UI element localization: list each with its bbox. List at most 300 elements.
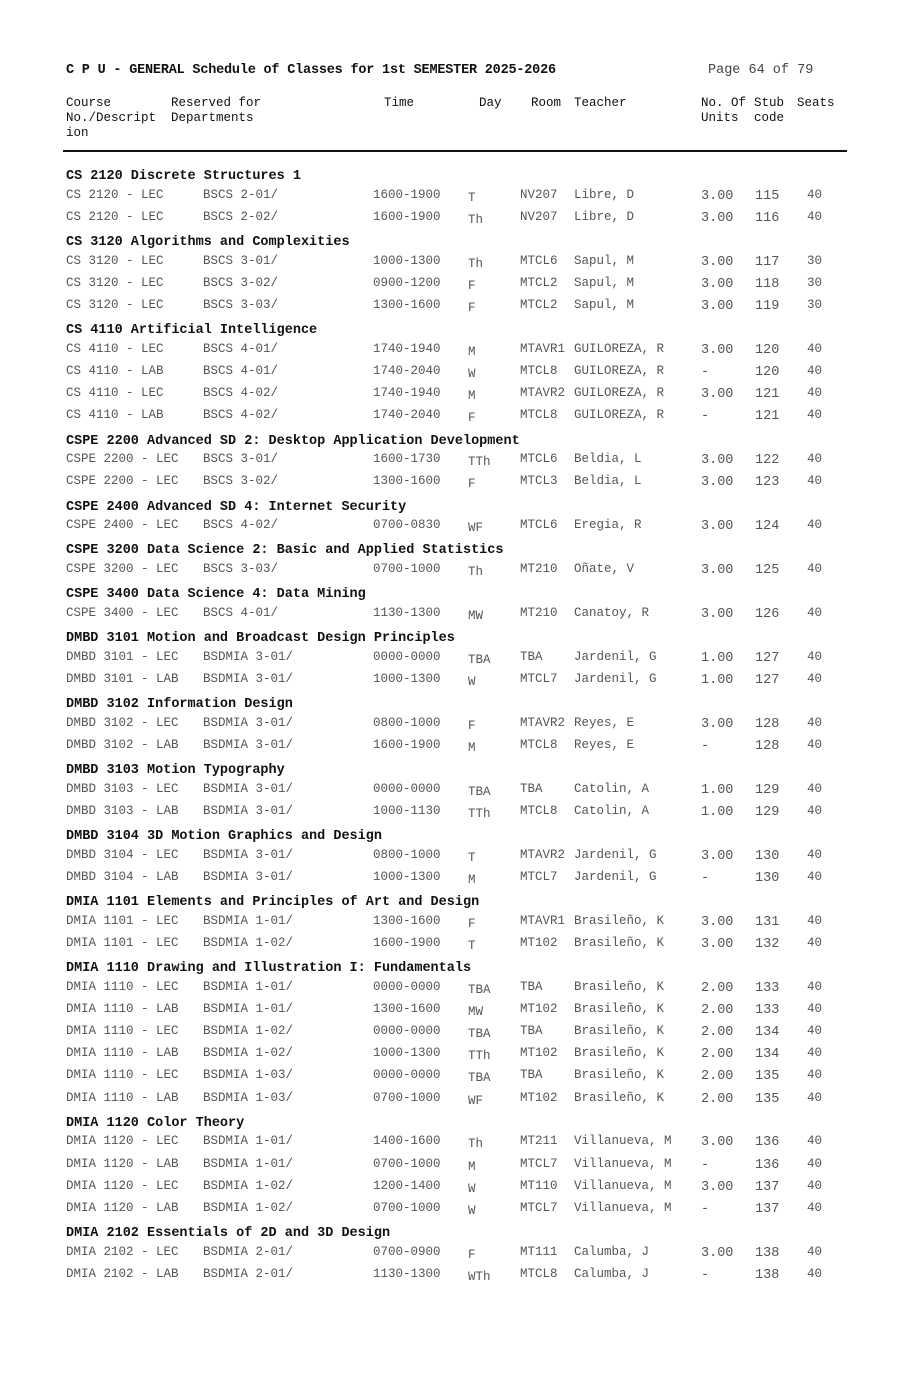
room-cell: MTCL6 (520, 253, 558, 268)
seats-cell: 40 (807, 605, 823, 620)
units-cell: 1.00 (701, 804, 734, 820)
teacher-cell: Catolin, A (574, 781, 650, 796)
section-heading: DMIA 1101 Elements and Principles of Art and Design (66, 895, 480, 910)
teacher-cell: Brasileño, K (574, 913, 665, 928)
units-cell: 2.00 (701, 1047, 734, 1063)
room-cell: MTCL8 (520, 408, 558, 423)
reserved-department-cell: BSDMIA 1-01/ (203, 979, 294, 994)
time-cell: 1740-2040 (373, 408, 441, 423)
room-cell: MTCL2 (520, 275, 558, 290)
seats-cell: 40 (807, 1046, 823, 1061)
room-cell: MTCL3 (520, 474, 558, 489)
room-cell: MTAVR2 (520, 847, 566, 862)
stub-code-cell: 125 (755, 563, 780, 578)
stub-code-cell: 121 (755, 409, 780, 425)
section-heading: CSPE 3200 Data Science 2: Basic and Applied Statistics (66, 543, 504, 559)
stub-code-cell: 135 (755, 1091, 780, 1107)
reserved-department-cell: BSDMIA 3-01/ (203, 649, 294, 664)
course-code-cell: DMBD 3104 - LEC (66, 847, 179, 862)
day-cell: Th (468, 212, 484, 227)
teacher-cell: Calumba, J (574, 1244, 650, 1259)
seats-cell: 40 (807, 649, 823, 664)
course-code-cell: DMIA 1120 - LAB (66, 1156, 179, 1171)
room-cell: MT111 (520, 1244, 558, 1259)
seats-cell: 40 (807, 1001, 823, 1016)
day-cell: TBA (468, 652, 491, 667)
seats-cell: 40 (807, 562, 823, 576)
day-cell: W (468, 367, 476, 381)
teacher-cell: Sapul, M (574, 298, 635, 312)
teacher-cell: Jardenil, G (574, 671, 657, 686)
section-heading: DMBD 3102 Information Design (66, 697, 293, 712)
seats-cell: 40 (807, 518, 823, 533)
room-cell: NV207 (520, 187, 558, 202)
day-cell: TBA (468, 1027, 491, 1041)
day-cell: M (468, 872, 476, 887)
units-cell: 2.00 (701, 1091, 734, 1107)
stub-code-cell: 134 (755, 1025, 780, 1040)
course-code-cell: DMIA 1110 - LAB (66, 1001, 179, 1016)
reserved-department-cell: BSDMIA 3-01/ (203, 803, 294, 818)
teacher-cell: Jardenil, G (574, 847, 657, 862)
teacher-cell: Villanueva, M (574, 1201, 672, 1215)
stub-code-cell: 133 (755, 980, 780, 996)
units-cell: 3.00 (701, 848, 734, 864)
teacher-cell: Brasileño, K (574, 979, 665, 994)
table-row (0, 386, 900, 406)
seats-cell: 40 (807, 715, 823, 730)
units-cell: 3.00 (701, 387, 734, 403)
document-title: C P U - GENERAL Schedule of Classes for 1st SEMESTER 2025-2026 (66, 63, 556, 78)
section-heading: DMIA 1110 Drawing and Illustration I: Fundamentals (66, 961, 472, 976)
stub-code-cell: 122 (755, 453, 780, 469)
units-cell: - (701, 738, 710, 754)
stub-code-cell: 138 (755, 1268, 780, 1283)
day-cell: MW (468, 1004, 484, 1019)
room-cell: MT210 (520, 605, 558, 620)
reserved-department-cell: BSDMIA 1-02/ (203, 1178, 294, 1193)
seats-cell: 40 (807, 1134, 823, 1149)
table-row (0, 1267, 900, 1287)
day-cell: M (468, 740, 476, 755)
day-cell: F (468, 477, 476, 492)
stub-code-cell: 115 (755, 188, 780, 204)
table-row (0, 188, 900, 208)
reserved-department-cell: BSCS 4-02/ (203, 518, 279, 533)
day-cell: T (468, 190, 476, 205)
stub-code-cell: 117 (755, 254, 780, 270)
teacher-cell: GUILOREZA, R (574, 386, 665, 401)
units-cell: 3.00 (701, 1135, 734, 1151)
table-row (0, 452, 900, 472)
day-cell: TTh (468, 455, 491, 470)
day-cell: F (468, 278, 476, 293)
day-cell: Th (468, 1137, 484, 1152)
day-cell: TTh (468, 806, 491, 821)
stub-code-cell: 138 (755, 1245, 780, 1261)
day-cell: TTh (468, 1049, 491, 1064)
table-row (0, 276, 900, 296)
course-code-cell: DMBD 3104 - LAB (66, 869, 179, 884)
teacher-cell: GUILOREZA, R (574, 408, 665, 423)
teacher-cell: Jardenil, G (574, 869, 657, 884)
units-cell: 3.00 (701, 475, 734, 491)
day-cell: T (468, 850, 476, 865)
course-code-cell: CS 2120 - LEC (66, 209, 164, 224)
room-cell: MTCL8 (520, 364, 558, 378)
time-cell: 1600-1900 (373, 209, 441, 224)
units-cell: 3.00 (701, 188, 734, 204)
table-row (0, 1134, 900, 1154)
section-heading: CSPE 3400 Data Science 4: Data Mining (66, 587, 366, 603)
room-cell: TBA (520, 1024, 543, 1038)
reserved-department-cell: BSCS 3-03/ (203, 562, 279, 576)
col-header-time: Time (384, 96, 415, 110)
course-code-cell: CSPE 2200 - LEC (66, 474, 179, 489)
course-code-cell: DMIA 1120 - LEC (66, 1134, 179, 1149)
day-cell: TBA (468, 982, 491, 997)
room-cell: TBA (520, 1068, 543, 1083)
seats-cell: 40 (807, 364, 823, 378)
time-cell: 0800-1000 (373, 847, 441, 862)
course-code-cell: DMBD 3101 - LEC (66, 649, 179, 664)
stub-code-cell: 128 (755, 738, 780, 754)
teacher-cell: Oñate, V (574, 562, 635, 576)
day-cell: M (468, 1159, 476, 1174)
day-cell: W (468, 1204, 476, 1218)
time-cell: 1000-1300 (373, 869, 441, 884)
course-code-cell: CSPE 2400 - LEC (66, 518, 179, 533)
time-cell: 1740-2040 (373, 364, 441, 378)
room-cell: MTAVR1 (520, 341, 566, 356)
table-row (0, 1024, 900, 1044)
section-heading: CS 3120 Algorithms and Complexities (66, 235, 350, 250)
col-header-room: Room (531, 96, 562, 110)
room-cell: MT211 (520, 1134, 558, 1149)
time-cell: 1740-1940 (373, 386, 441, 401)
day-cell: F (468, 411, 476, 426)
section-heading: DMIA 1120 Color Theory (66, 1115, 245, 1131)
units-cell: 2.00 (701, 1002, 734, 1018)
seats-cell: 40 (807, 474, 823, 489)
room-cell: MTAVR1 (520, 913, 566, 928)
day-cell: T (468, 938, 476, 953)
course-code-cell: DMBD 3103 - LAB (66, 803, 179, 818)
teacher-cell: Brasileño, K (574, 1068, 665, 1083)
day-cell: F (468, 1247, 476, 1262)
time-cell: 1300-1600 (373, 1001, 441, 1016)
reserved-department-cell: BSCS 4-02/ (203, 408, 279, 423)
teacher-cell: Eregia, R (574, 518, 642, 533)
time-cell: 0700-1000 (373, 1156, 441, 1171)
units-cell: 3.00 (701, 276, 734, 292)
table-row (0, 210, 900, 230)
stub-code-cell: 133 (755, 1002, 780, 1018)
stub-code-cell: 131 (755, 914, 780, 930)
room-cell: MTCL8 (520, 1267, 558, 1281)
day-cell: WF (468, 1093, 484, 1108)
reserved-department-cell: BSCS 3-01/ (203, 452, 279, 467)
time-cell: 0700-1000 (373, 562, 441, 576)
course-code-cell: DMBD 3103 - LEC (66, 781, 179, 796)
stub-code-cell: 128 (755, 716, 780, 732)
course-code-cell: CS 4110 - LEC (66, 386, 164, 401)
teacher-cell: Reyes, E (574, 715, 635, 730)
table-row (0, 1157, 900, 1177)
units-cell: 3.00 (701, 563, 734, 578)
course-code-cell: DMIA 1110 - LEC (66, 979, 179, 994)
seats-cell: 40 (807, 913, 823, 928)
teacher-cell: Brasileño, K (574, 1024, 665, 1038)
seats-cell: 40 (807, 1024, 823, 1038)
section-heading: CS 4110 Artificial Intelligence (66, 323, 318, 339)
room-cell: MT102 (520, 1046, 558, 1061)
course-code-cell: DMBD 3102 - LEC (66, 715, 179, 730)
units-cell: - (701, 1268, 710, 1283)
stub-code-cell: 134 (755, 1047, 780, 1063)
table-row (0, 782, 900, 802)
units-cell: 3.00 (701, 1245, 734, 1261)
teacher-cell: GUILOREZA, R (574, 341, 665, 356)
seats-cell: 40 (807, 803, 823, 818)
room-cell: MT102 (520, 1001, 558, 1016)
teacher-cell: Libre, D (574, 187, 635, 202)
page-number: Page 64 of 79 (708, 63, 814, 78)
teacher-cell: Jardenil, G (574, 649, 657, 664)
units-cell: 3.00 (701, 914, 734, 930)
day-cell: MW (468, 608, 484, 623)
header-divider (63, 150, 847, 152)
teacher-cell: Brasileño, K (574, 1046, 665, 1061)
stub-code-cell: 118 (755, 276, 780, 292)
day-cell: W (468, 674, 476, 689)
table-row (0, 518, 900, 538)
units-cell: - (701, 1157, 710, 1173)
table-row (0, 408, 900, 428)
units-cell: 3.00 (701, 254, 734, 270)
room-cell: MT102 (520, 1090, 558, 1105)
stub-code-cell: 126 (755, 606, 780, 622)
seats-cell: 40 (807, 847, 823, 862)
seats-cell: 40 (807, 408, 823, 423)
room-cell: MT110 (520, 1178, 558, 1193)
course-code-cell: DMBD 3102 - LAB (66, 737, 179, 752)
section-heading: DMBD 3103 Motion Typography (66, 763, 285, 778)
table-row (0, 738, 900, 758)
section-heading: DMBD 3104 3D Motion Graphics and Design (66, 829, 382, 844)
course-code-cell: DMIA 1101 - LEC (66, 913, 179, 928)
teacher-cell: Villanueva, M (574, 1178, 672, 1193)
course-code-cell: CSPE 3400 - LEC (66, 605, 179, 620)
seats-cell: 40 (807, 781, 823, 796)
course-code-cell: CS 4110 - LEC (66, 341, 164, 356)
col-header-stub: Stub code (754, 96, 785, 125)
day-cell: Th (468, 256, 484, 271)
course-code-cell: CS 4110 - LAB (66, 364, 164, 378)
reserved-department-cell: BSDMIA 1-03/ (203, 1068, 294, 1083)
room-cell: TBA (520, 781, 543, 796)
units-cell: 2.00 (701, 1069, 734, 1085)
room-cell: MTCL7 (520, 1201, 558, 1215)
time-cell: 1130-1300 (373, 1267, 441, 1281)
units-cell: 3.00 (701, 1179, 734, 1195)
day-cell: F (468, 301, 476, 315)
reserved-department-cell: BSCS 3-02/ (203, 275, 279, 290)
day-cell: F (468, 718, 476, 733)
seats-cell: 40 (807, 452, 823, 467)
room-cell: MTCL6 (520, 518, 558, 533)
reserved-department-cell: BSDMIA 1-01/ (203, 1001, 294, 1016)
room-cell: MTCL2 (520, 298, 558, 312)
course-code-cell: DMIA 1120 - LEC (66, 1178, 179, 1193)
units-cell: - (701, 870, 710, 886)
units-cell: 1.00 (701, 672, 734, 688)
course-code-cell: DMIA 1110 - LEC (66, 1024, 179, 1038)
stub-code-cell: 123 (755, 475, 780, 491)
room-cell: MTAVR2 (520, 715, 566, 730)
table-row (0, 1201, 900, 1221)
course-code-cell: CS 2120 - LEC (66, 187, 164, 202)
stub-code-cell: 132 (755, 936, 780, 952)
course-code-cell: DMIA 1120 - LAB (66, 1201, 179, 1215)
room-cell: MTAVR2 (520, 386, 566, 401)
room-cell: MTCL6 (520, 452, 558, 467)
time-cell: 1000-1130 (373, 803, 441, 818)
units-cell: 3.00 (701, 936, 734, 952)
stub-code-cell: 135 (755, 1069, 780, 1085)
table-row (0, 1068, 900, 1088)
reserved-department-cell: BSDMIA 1-02/ (203, 1201, 294, 1215)
time-cell: 0900-1200 (373, 275, 441, 290)
time-cell: 0800-1000 (373, 715, 441, 730)
units-cell: 2.00 (701, 980, 734, 996)
stub-code-cell: 127 (755, 650, 780, 666)
room-cell: NV207 (520, 209, 558, 224)
stub-code-cell: 120 (755, 365, 780, 380)
seats-cell: 40 (807, 1267, 823, 1281)
reserved-department-cell: BSCS 3-01/ (203, 253, 279, 268)
time-cell: 1000-1300 (373, 1046, 441, 1061)
time-cell: 1400-1600 (373, 1134, 441, 1149)
table-row (0, 1245, 900, 1265)
time-cell: 1600-1900 (373, 187, 441, 202)
reserved-department-cell: BSDMIA 1-01/ (203, 913, 294, 928)
table-row (0, 848, 900, 868)
course-code-cell: CS 4110 - LAB (66, 408, 164, 423)
time-cell: 0700-1000 (373, 1201, 441, 1215)
teacher-cell: GUILOREZA, R (574, 364, 665, 378)
course-code-cell: CS 3120 - LEC (66, 275, 164, 290)
section-heading: CSPE 2400 Advanced SD 4: Internet Security (66, 499, 407, 515)
table-row (0, 1046, 900, 1066)
teacher-cell: Sapul, M (574, 275, 635, 290)
units-cell: - (701, 409, 710, 425)
units-cell: 3.00 (701, 210, 734, 226)
course-code-cell: CS 3120 - LEC (66, 253, 164, 268)
course-code-cell: CSPE 3200 - LEC (66, 562, 179, 576)
day-cell: WF (468, 521, 484, 536)
reserved-department-cell: BSDMIA 1-02/ (203, 1024, 294, 1038)
units-cell: 3.00 (701, 519, 734, 535)
room-cell: MTCL7 (520, 671, 558, 686)
section-heading: CS 2120 Discrete Structures 1 (66, 169, 301, 184)
reserved-department-cell: BSDMIA 3-01/ (203, 671, 294, 686)
table-row (0, 606, 900, 626)
stub-code-cell: 120 (755, 342, 780, 358)
units-cell: 1.00 (701, 650, 734, 666)
time-cell: 1600-1900 (373, 737, 441, 752)
day-cell: TBA (468, 1071, 491, 1086)
col-header-course: Course No./Descript ion (66, 96, 157, 140)
time-cell: 1600-1900 (373, 935, 441, 950)
teacher-cell: Reyes, E (574, 737, 635, 752)
reserved-department-cell: BSDMIA 2-01/ (203, 1267, 294, 1281)
time-cell: 0000-0000 (373, 781, 441, 796)
reserved-department-cell: BSCS 3-02/ (203, 474, 279, 489)
stub-code-cell: 130 (755, 848, 780, 864)
room-cell: MTCL7 (520, 1156, 558, 1171)
seats-cell: 40 (807, 1068, 823, 1083)
teacher-cell: Beldia, L (574, 452, 642, 467)
day-cell: W (468, 1181, 476, 1196)
stub-code-cell: 130 (755, 870, 780, 886)
course-code-cell: DMIA 1101 - LEC (66, 935, 179, 950)
col-header-day: Day (479, 96, 502, 110)
reserved-department-cell: BSDMIA 1-01/ (203, 1134, 294, 1149)
reserved-department-cell: BSCS 4-02/ (203, 386, 279, 401)
units-cell: 1.00 (701, 782, 734, 798)
teacher-cell: Calumba, J (574, 1267, 650, 1281)
day-cell: M (468, 344, 476, 359)
day-cell: TBA (468, 784, 491, 799)
stub-code-cell: 136 (755, 1135, 780, 1151)
time-cell: 1000-1300 (373, 253, 441, 268)
seats-cell: 40 (807, 341, 823, 356)
time-cell: 0700-1000 (373, 1090, 441, 1105)
room-cell: TBA (520, 649, 543, 664)
teacher-cell: Brasileño, K (574, 935, 665, 950)
table-row (0, 1179, 900, 1199)
units-cell: 3.00 (701, 716, 734, 732)
time-cell: 0000-0000 (373, 1024, 441, 1038)
table-row (0, 914, 900, 934)
reserved-department-cell: BSDMIA 3-01/ (203, 869, 294, 884)
table-row (0, 254, 900, 274)
course-code-cell: DMBD 3101 - LAB (66, 671, 179, 686)
col-header-teacher: Teacher (574, 96, 627, 110)
teacher-cell: Brasileño, K (574, 1001, 665, 1016)
stub-code-cell: 137 (755, 1179, 780, 1195)
seats-cell: 40 (807, 671, 823, 686)
day-cell: F (468, 916, 476, 931)
seats-cell: 40 (807, 1090, 823, 1105)
table-row (0, 804, 900, 824)
units-cell: 2.00 (701, 1025, 734, 1040)
teacher-cell: Libre, D (574, 209, 635, 224)
seats-cell: 40 (807, 935, 823, 950)
table-row (0, 1002, 900, 1022)
course-code-cell: DMIA 2102 - LEC (66, 1244, 179, 1259)
reserved-department-cell: BSDMIA 3-01/ (203, 847, 294, 862)
table-row (0, 716, 900, 736)
col-header-reserved: Reserved for Departments (171, 96, 262, 125)
table-row (0, 342, 900, 362)
teacher-cell: Villanueva, M (574, 1134, 672, 1149)
time-cell: 1000-1300 (373, 671, 441, 686)
stub-code-cell: 129 (755, 804, 780, 820)
reserved-department-cell: BSDMIA 3-01/ (203, 715, 294, 730)
room-cell: MTCL8 (520, 803, 558, 818)
